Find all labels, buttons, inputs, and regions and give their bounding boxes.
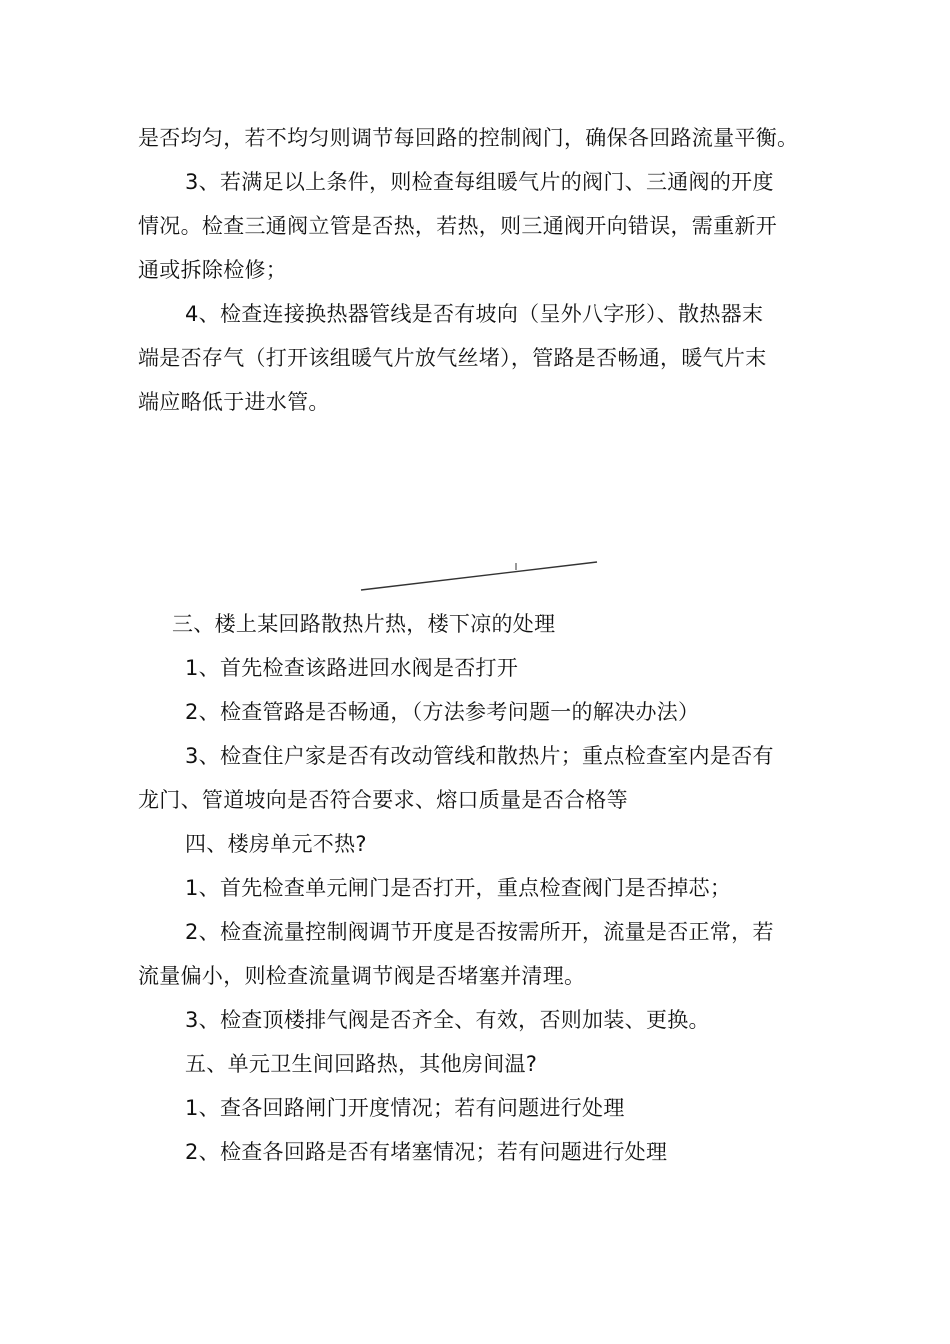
paragraph-line: 1、查各回路闸门开度情况；若有问题进行处理 — [185, 1096, 625, 1120]
paragraph-line: 端应略低于进水管。 — [138, 390, 330, 414]
paragraph-line: 龙门、管道坡向是否符合要求、熔口质量是否合格等 — [138, 788, 628, 812]
section-heading: 四、楼房单元不热? — [185, 832, 367, 856]
paragraph-line: 1、首先检查单元闸门是否打开，重点检查阀门是否掉芯； — [185, 876, 732, 900]
divider-line — [360, 558, 600, 594]
paragraph-line: 3、检查住户家是否有改动管线和散热片；重点检查室内是否有 — [185, 744, 774, 768]
paragraph-line: 4、检查连接换热器管线是否有坡向（呈外八字形）、散热器末 — [185, 302, 764, 326]
paragraph-line: 是否均匀，若不均匀则调节每回路的控制阀门，确保各回路流量平衡。 — [138, 126, 799, 150]
paragraph-line: 3、若满足以上条件，则检查每组暖气片的阀门、三通阀的开度 — [185, 170, 774, 194]
paragraph-line: 端是否存气（打开该组暖气片放气丝堵），管路是否畅通，暖气片末 — [138, 346, 767, 370]
paragraph-line: 3、检查顶楼排气阀是否齐全、有效，否则加装、更换。 — [185, 1008, 710, 1032]
divider-stroke — [361, 562, 597, 590]
paragraph-line: 流量偏小，则检查流量调节阀是否堵塞并清理。 — [138, 964, 586, 988]
paragraph-line: 2、检查管路是否畅通，（方法参考问题一的解决办法） — [185, 700, 700, 724]
paragraph-line: 情况。检查三通阀立管是否热，若热，则三通阀开向错误，需重新开 — [138, 214, 777, 238]
paragraph-line: 2、检查各回路是否有堵塞情况；若有问题进行处理 — [185, 1140, 668, 1164]
section-heading: 三、楼上某回路散热片热，楼下凉的处理 — [172, 612, 556, 636]
paragraph-line: 2、检查流量控制阀调节开度是否按需所开，流量是否正常，若 — [185, 920, 774, 944]
section-heading: 五、单元卫生间回路热，其他房间温? — [185, 1052, 538, 1076]
paragraph-line: 通或拆除检修； — [138, 258, 288, 282]
paragraph-line: 1、首先检查该路进回水阀是否打开 — [185, 656, 519, 680]
